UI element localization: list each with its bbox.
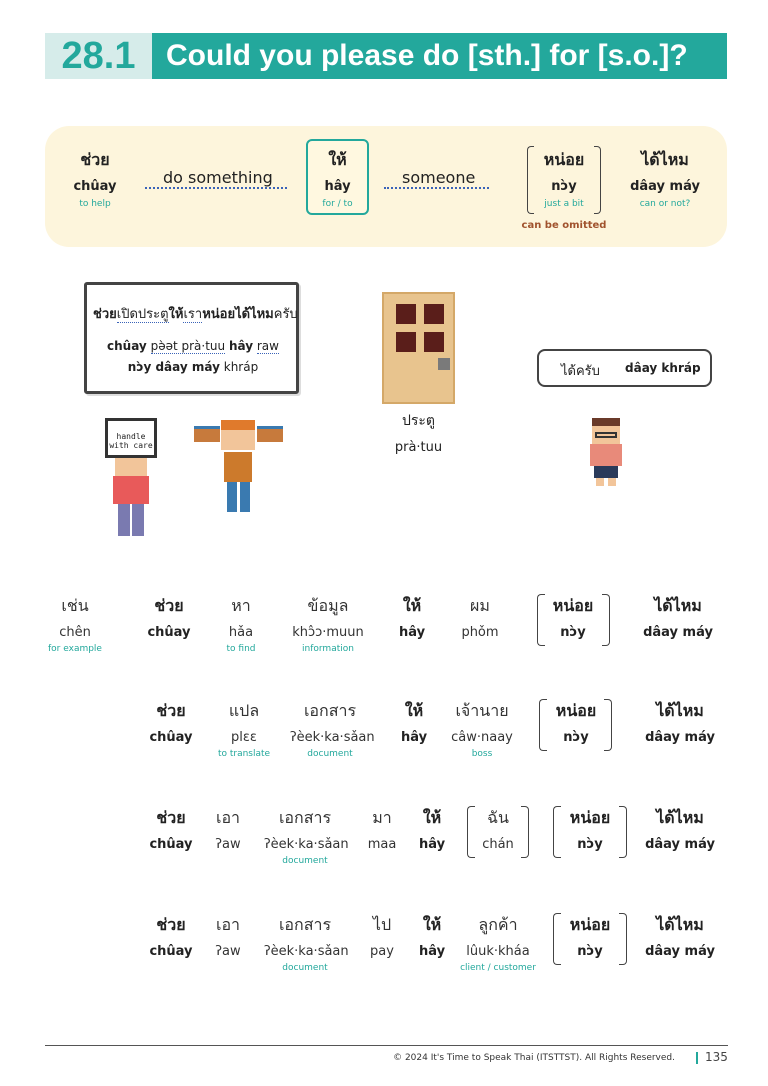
example-4-word-7: [558, 915, 622, 960]
word-rom: nɔ̀y: [577, 837, 603, 852]
bubble-rom-open-door: pə̀ət prà·tuu: [150, 339, 226, 353]
word-thai: ให้: [422, 808, 442, 827]
example-1-word-4: [288, 596, 368, 654]
word-gloss: document: [307, 749, 353, 759]
bubble-thai-open-door: เปิดประตู: [116, 307, 169, 322]
word-thai: เช่น: [61, 596, 89, 615]
person1-shirt: [113, 476, 149, 504]
word-gloss: information: [302, 644, 354, 654]
person3-leg-left: [596, 478, 604, 486]
word-rom: hây: [398, 625, 426, 640]
bubble-rom-noy-daimai: nɔ̀y dâay máy: [127, 360, 220, 374]
example-1-word-7: [542, 596, 604, 641]
door-thai: ประตู: [401, 413, 436, 429]
person3-shirt: [590, 444, 622, 466]
word-rom: khɔ̂ɔ·muun: [292, 625, 364, 640]
word-thai: หน่อย: [569, 915, 611, 934]
bubble-thai-hay: ให้: [168, 307, 184, 322]
word-thai: ไป: [372, 915, 392, 934]
bracket-right: [604, 699, 612, 751]
speech-bubble-request: [84, 282, 299, 394]
example-1-word-5: [392, 596, 432, 641]
pattern-daimai-rom: dâay máy: [630, 179, 700, 194]
bracket-right: [619, 913, 627, 965]
word-rom: ʔèek·ka·sǎan: [264, 837, 349, 852]
word-rom: ʔaw: [215, 837, 241, 852]
word-rom: ʔèek·ka·sǎan: [290, 730, 375, 745]
word-thai: ได้ไหม: [654, 596, 702, 615]
bubble-thai-khrap: ครับ: [273, 307, 298, 322]
door-image: [382, 292, 455, 404]
word-thai: ฉัน: [487, 808, 509, 827]
word-gloss: for example: [48, 644, 102, 654]
example-3-word-2: [208, 808, 248, 853]
word-rom: dâay máy: [645, 730, 715, 745]
word-thai: ได้ไหม: [656, 701, 704, 720]
word-rom: lûuk·kháa: [466, 944, 530, 959]
pattern-daimai-gloss: can or not?: [639, 199, 691, 209]
bubble-thai-noy: หน่อยได้ไหม: [202, 307, 274, 322]
word-rom: chûay: [149, 944, 193, 959]
word-rom: plɛɛ: [231, 730, 257, 745]
speech-bubble-reply: [537, 349, 712, 387]
slot-action-label: do something: [145, 168, 287, 189]
books-right: [257, 426, 283, 442]
slot-person-label: someone: [384, 168, 489, 189]
section-number: 28.1: [45, 33, 152, 79]
example-1-word-8: [638, 596, 718, 641]
example-1-word-1: [42, 596, 108, 654]
word-rom: ʔèek·ka·sǎan: [264, 944, 349, 959]
word-thai: ให้: [422, 915, 442, 934]
word-thai: ให้: [404, 701, 424, 720]
pattern-hay-thai: ให้: [328, 150, 347, 169]
word-thai: มา: [372, 808, 392, 827]
word-rom: chûay: [149, 837, 193, 852]
pattern-slot-action: [145, 168, 287, 187]
word-rom: dâay máy: [643, 625, 713, 640]
person1-head: [115, 458, 147, 476]
word-thai: เอกสาร: [278, 915, 332, 934]
word-rom: chûay: [147, 625, 191, 640]
word-rom: chán: [482, 837, 514, 852]
bubble-rom-chuay: chûay: [107, 339, 147, 353]
bracket-right: [521, 806, 529, 858]
pattern-chuay-thai: ช่วย: [80, 150, 110, 169]
word-gloss: boss: [471, 749, 493, 759]
example-3-word-6: [474, 808, 522, 853]
word-rom: hây: [418, 837, 446, 852]
books-left: [194, 426, 220, 442]
word-thai: ข้อมูล: [307, 596, 349, 615]
word-gloss: to find: [226, 644, 256, 654]
word-rom: dâay máy: [645, 944, 715, 959]
word-thai: ช่วย: [156, 808, 186, 827]
example-1-word-3: [214, 596, 268, 654]
word-rom: ʔaw: [215, 944, 241, 959]
word-thai: ให้: [402, 596, 422, 615]
door-rom: prà·tuu: [394, 440, 443, 455]
person3-head: [592, 418, 620, 444]
example-2-word-1: [146, 701, 196, 746]
word-thai: หน่อย: [555, 701, 597, 720]
word-rom: maa: [367, 837, 397, 852]
person2-shirt: [224, 452, 252, 482]
person1-leg-right: [132, 504, 144, 536]
person3-leg-right: [608, 478, 616, 486]
pattern-chuay-gloss: to help: [79, 199, 111, 209]
word-thai: ช่วย: [156, 701, 186, 720]
example-4-word-3: [264, 915, 349, 973]
copyright-text: © 2024 It's Time to Speak Thai (ITSTTST). All Rights Reserved.: [393, 1053, 675, 1063]
word-gloss: document: [282, 963, 328, 973]
page-number: 135: [705, 1050, 728, 1064]
word-rom: hây: [418, 944, 446, 959]
pattern-hay: [306, 139, 369, 215]
word-thai: เอา: [215, 915, 241, 934]
pattern-noy-rom: nɔ̀y: [551, 179, 577, 194]
word-thai: ผม: [470, 596, 490, 615]
pattern-slot-person: [384, 168, 489, 187]
example-2-word-6: [544, 701, 608, 746]
word-gloss: client / customer: [460, 963, 536, 973]
person2-head: [221, 420, 255, 450]
person2-leg-left: [227, 482, 237, 512]
person2-leg-right: [240, 482, 250, 512]
example-2-word-2: [212, 701, 276, 759]
word-rom: chûay: [149, 730, 193, 745]
pattern-noy: [527, 146, 601, 214]
box-image: [105, 418, 157, 458]
example-4-word-4: [362, 915, 402, 960]
example-3-word-1: [146, 808, 196, 853]
example-1-word-2: [144, 596, 194, 641]
omit-note: can be omitted: [521, 220, 607, 231]
pattern-hay-rom: hây: [324, 179, 351, 194]
glasses-icon: [595, 432, 617, 438]
example-3-word-3: [264, 808, 349, 866]
example-4-word-5: [414, 915, 450, 960]
example-2-word-4: [396, 701, 432, 746]
word-thai: เอกสาร: [303, 701, 357, 720]
word-thai: ช่วย: [156, 915, 186, 934]
word-thai: หน่อย: [552, 596, 594, 615]
example-3-word-5: [414, 808, 450, 853]
word-rom: nɔ̀y: [563, 730, 589, 745]
pattern-daimai: [626, 148, 704, 209]
example-2-word-7: [640, 701, 720, 746]
bubble-thai-line: [93, 303, 298, 324]
word-gloss: document: [282, 856, 328, 866]
word-rom: hây: [400, 730, 428, 745]
word-rom: nɔ̀y: [577, 944, 603, 959]
word-thai: ได้ไหม: [656, 915, 704, 934]
bracket-right: [619, 806, 627, 858]
section-title: Could you please do [sth.] for [s.o.]?: [152, 33, 727, 79]
reply-rom: dâay khráp: [625, 361, 701, 375]
door-label: [382, 410, 455, 455]
word-thai: ช่วย: [154, 596, 184, 615]
word-thai: เอกสาร: [278, 808, 332, 827]
person3-shorts: [594, 466, 618, 478]
bracket-left: [527, 146, 534, 214]
example-4-word-8: [640, 915, 720, 960]
reply-thai: ได้ครับ: [561, 364, 600, 379]
box-label: handle with care: [109, 432, 153, 450]
bracket-right: [602, 594, 610, 646]
word-rom: câw·naay: [451, 730, 513, 745]
word-thai: หน่อย: [569, 808, 611, 827]
word-rom: chên: [59, 625, 91, 640]
word-thai: หา: [231, 596, 251, 615]
bubble-thai-us: เรา: [183, 307, 203, 322]
word-thai: ลูกค้า: [478, 915, 518, 934]
page-number-bar: [696, 1052, 698, 1064]
pattern-noy-thai: หน่อย: [543, 150, 585, 169]
example-4-word-6: [458, 915, 538, 973]
word-thai: แปล: [228, 701, 260, 720]
example-3-word-8: [640, 808, 720, 853]
pattern-daimai-thai: ได้ไหม: [641, 150, 689, 169]
word-thai: เอา: [215, 808, 241, 827]
word-rom: phǒm: [461, 625, 499, 640]
example-3-word-4: [362, 808, 402, 853]
word-thai: เจ้านาย: [455, 701, 509, 720]
bubble-rom-raw: raw: [256, 339, 279, 353]
word-rom: hǎa: [228, 625, 254, 640]
person1-leg-left: [118, 504, 130, 536]
bracket-right: [594, 146, 601, 214]
example-4-word-2: [208, 915, 248, 960]
example-1-word-6: [452, 596, 508, 641]
bubble-rom-khrap: khráp: [223, 360, 259, 374]
word-rom: pay: [370, 944, 394, 959]
word-rom: nɔ̀y: [560, 625, 586, 640]
pattern-chuay: [62, 148, 128, 209]
word-thai: ได้ไหม: [656, 808, 704, 827]
bubble-thai-chuay: ช่วย: [93, 307, 117, 322]
pattern-hay-gloss: for / to: [322, 199, 353, 209]
word-gloss: to translate: [217, 749, 271, 759]
example-3-word-7: [558, 808, 622, 853]
bubble-rom-line2: [91, 360, 295, 374]
bubble-rom-hay: hây: [228, 339, 254, 353]
pattern-chuay-rom: chûay: [73, 179, 117, 194]
word-rom: dâay máy: [645, 837, 715, 852]
example-2-word-3: [290, 701, 375, 759]
example-2-word-5: [448, 701, 516, 759]
bubble-rom-line1: [91, 339, 295, 353]
footer-divider: [45, 1045, 728, 1046]
pattern-noy-gloss: just a bit: [544, 199, 584, 209]
example-4-word-1: [146, 915, 196, 960]
